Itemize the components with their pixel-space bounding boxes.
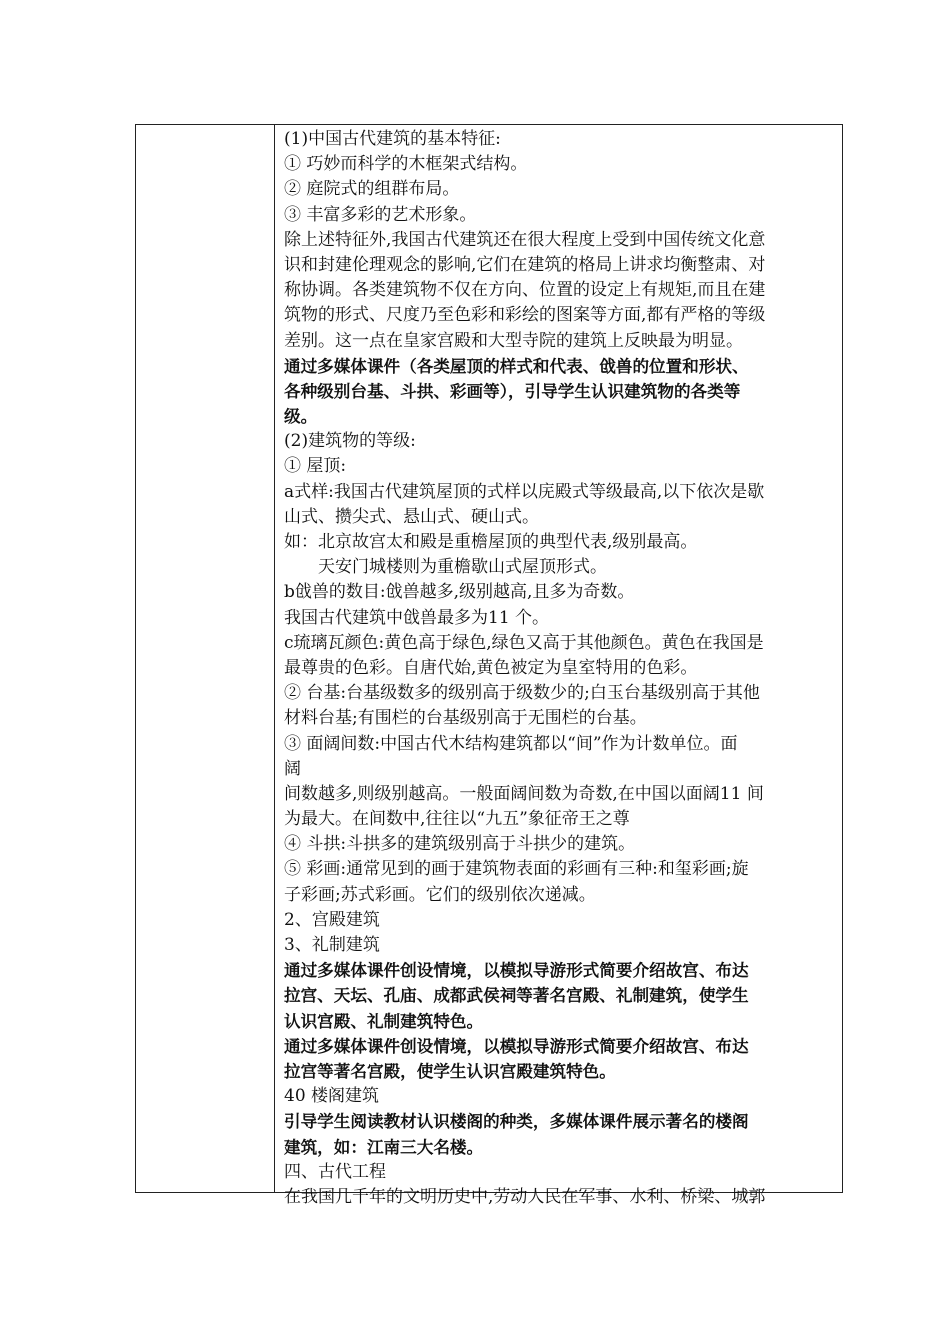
bold-text-line: 引导学生阅读教材认识楼阁的种类，多媒体课件展示著名的楼阁	[284, 1112, 749, 1132]
bold-text-line: 拉宫等著名宫殿，使学生认识宫殿建筑特色。	[284, 1061, 616, 1081]
text-line: ④ 斗拱:斗拱多的建筑级别高于斗拱少的建筑。	[284, 834, 636, 855]
text-line: 最尊贵的色彩。自唐代始,黄色被定为皇室特用的色彩。	[284, 657, 698, 678]
text-line: a式样:我国古代建筑屋顶的式样以庑殿式等级最高,以下依次是歇	[284, 481, 765, 502]
bold-text-line: 建筑，如：江南三大名楼。	[284, 1137, 484, 1157]
text-line: 识和封建伦理观念的影响,它们在建筑的格局上讲求均衡整肃、对	[284, 254, 766, 275]
bold-text-line: 各种级别台基、斗拱、彩画等），引导学生认识建筑物的各类等	[284, 381, 741, 401]
bold-text-line: 拉宫、天坛、孔庙、成都武侯祠等著名宫殿、礼制建筑，使学生	[284, 986, 749, 1006]
bold-text-line: 通过多媒体课件创设情境，以模拟导游形式简要介绍故宫、布达	[284, 1036, 749, 1056]
column-divider	[274, 125, 275, 1192]
content-cell	[284, 127, 836, 1210]
text-line: 除上述特征外,我国古代建筑还在很大程度上受到中国传统文化意	[284, 229, 766, 250]
text-line: ① 屋顶:	[284, 456, 347, 477]
text-line: ③ 面阔间数:中国古代木结构建筑都以“间”作为计数单位。面	[284, 733, 738, 754]
bold-text-line: 通过多媒体课件（各类屋顶的样式和代表、戗兽的位置和形状、	[284, 356, 749, 376]
text-line: 山式、攒尖式、悬山式、硬山式。	[284, 506, 539, 527]
text-line: 称协调。各类建筑物不仅在方向、位置的设定上有规矩,而且在建	[284, 280, 766, 301]
lesson-table	[135, 124, 843, 1207]
bold-text-line: 认识宫殿、礼制建筑特色。	[284, 1011, 484, 1031]
text-line: c琉璃瓦颜色:黄色高于绿色,绿色又高于其他颜色。黄色在我国是	[284, 632, 764, 653]
text-line: ② 庭院式的组群布局。	[284, 179, 460, 200]
text-line: 天安门城楼则为重檐歇山式屋顶形式。	[318, 557, 607, 578]
bold-text-line: 通过多媒体课件创设情境，以模拟导游形式简要介绍故宫、布达	[284, 961, 749, 981]
text-line: 间数越多,则级别越高。一般面阔间数为奇数,在中国以面阔11 间	[284, 783, 764, 804]
text-line: (1)中国古代建筑的基本特征:	[284, 129, 501, 149]
text-line: 阔	[284, 758, 301, 779]
text-line: 2、宫殿建筑	[284, 909, 380, 930]
text-line: ① 巧妙而科学的木框架式结构。	[284, 154, 528, 175]
text-line: (2)建筑物的等级:	[284, 431, 416, 452]
left-empty-cell	[136, 125, 274, 1192]
text-line: 筑物的形式、尺度乃至色彩和彩绘的图案等方面,都有严格的等级	[284, 305, 766, 326]
text-line: 四、古代工程	[284, 1161, 386, 1182]
text-line: ③ 丰富多彩的艺术形象。	[284, 204, 477, 225]
text-line: 差别。这一点在皇家宫殿和大型寺院的建筑上反映最为明显。	[284, 330, 743, 351]
text-line: ⑤ 彩画:通常见到的画于建筑物表面的彩画有三种:和玺彩画;旋	[284, 859, 749, 880]
text-line: 在我国几千年的文明历史中,劳动人民在军事、水利、桥梁、城郭	[284, 1186, 766, 1207]
text-line: ② 台基:台基级数多的级别高于级数少的;白玉台基级别高于其他	[284, 683, 760, 704]
text-line: 40 楼阁建筑	[284, 1086, 380, 1107]
text-line: 如：北京故宫太和殿是重檐屋顶的典型代表,级别最高。	[284, 532, 698, 552]
text-line: 材料台基;有围栏的台基级别高于无围栏的台基。	[284, 708, 647, 729]
text-line: 3、礼制建筑	[284, 935, 380, 955]
bold-text-line: 级。	[284, 407, 318, 427]
text-line: 子彩画;苏式彩画。它们的级别依次递减。	[284, 884, 596, 905]
text-line: b戗兽的数目:戗兽越多,级别越高,且多为奇数。	[284, 582, 635, 603]
text-line: 为最大。在间数中,往往以“九五”象征帝王之尊	[284, 809, 630, 830]
text-line: 我国古代建筑中戗兽最多为11 个。	[284, 607, 550, 628]
